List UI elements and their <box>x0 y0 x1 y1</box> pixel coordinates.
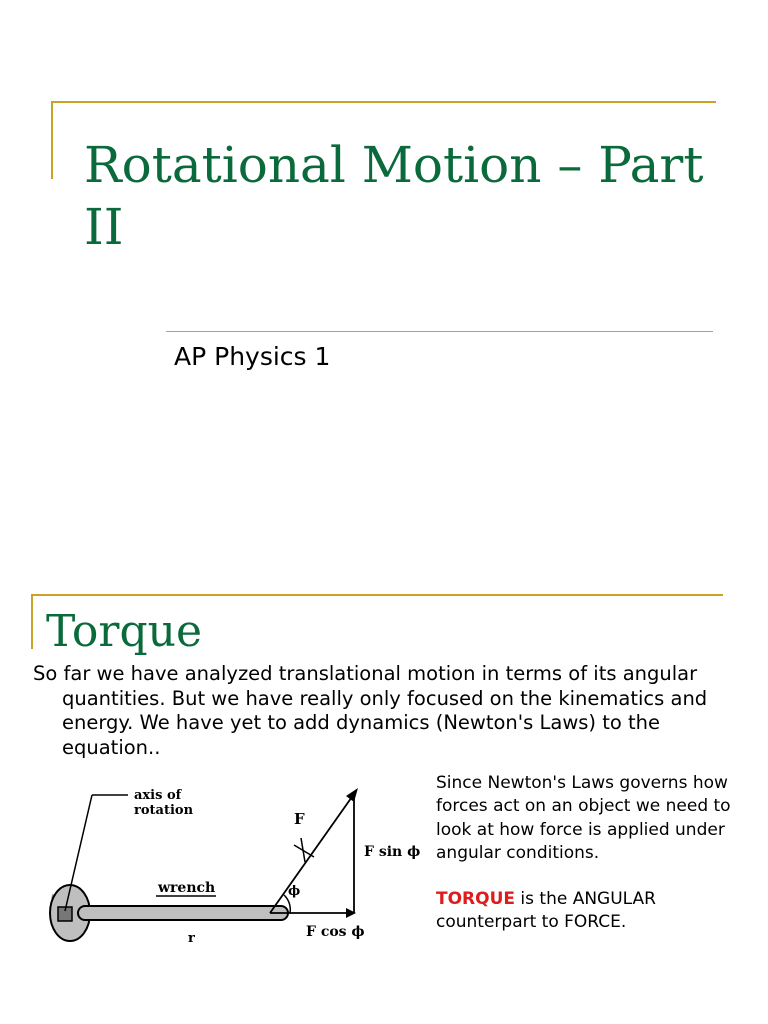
slide1-subtitle-rule <box>166 331 713 332</box>
force-vector <box>270 794 354 913</box>
side-text-block <box>436 772 736 935</box>
slide1-top-rule <box>51 101 716 103</box>
side-paragraph-2-rest: is the ANGULAR counterpart to FORCE. <box>436 889 656 933</box>
f-cos-label: F cos ϕ <box>306 924 365 940</box>
f-sin-label: F sin ϕ <box>364 844 421 860</box>
force-label: F <box>294 810 305 828</box>
slide2-left-rule <box>31 594 33 649</box>
slide2-top-rule <box>31 594 723 596</box>
torque-highlight: TORQUE <box>436 889 516 910</box>
radius-label: r <box>188 931 195 946</box>
axis-label-2: rotation <box>134 803 194 818</box>
slide2-body <box>33 662 723 760</box>
side-paragraph-2 <box>436 888 736 935</box>
slide1-subtitle: AP Physics 1 <box>174 342 331 371</box>
wrench-torque-diagram <box>48 770 428 950</box>
axis-label-1: axis of <box>134 788 182 803</box>
slide1-left-rule <box>51 101 53 179</box>
side-paragraph-1: Since Newton's Laws governs how forces act on an object we need to look at how force is applied under angular conditions. <box>436 773 731 863</box>
slide2-body-text: So far we have analyzed translational motion in terms of its angular quantities. But we have really only focused on the kinematics and energy. We have yet to add dynamics (Newton's Laws) to the equation.. <box>33 662 708 759</box>
angle-label: ϕ <box>288 884 301 899</box>
slide2-title: Torque <box>46 606 202 657</box>
slide1-title: Rotational Motion – Part II <box>84 136 704 256</box>
wrench-label: wrench <box>158 880 216 896</box>
